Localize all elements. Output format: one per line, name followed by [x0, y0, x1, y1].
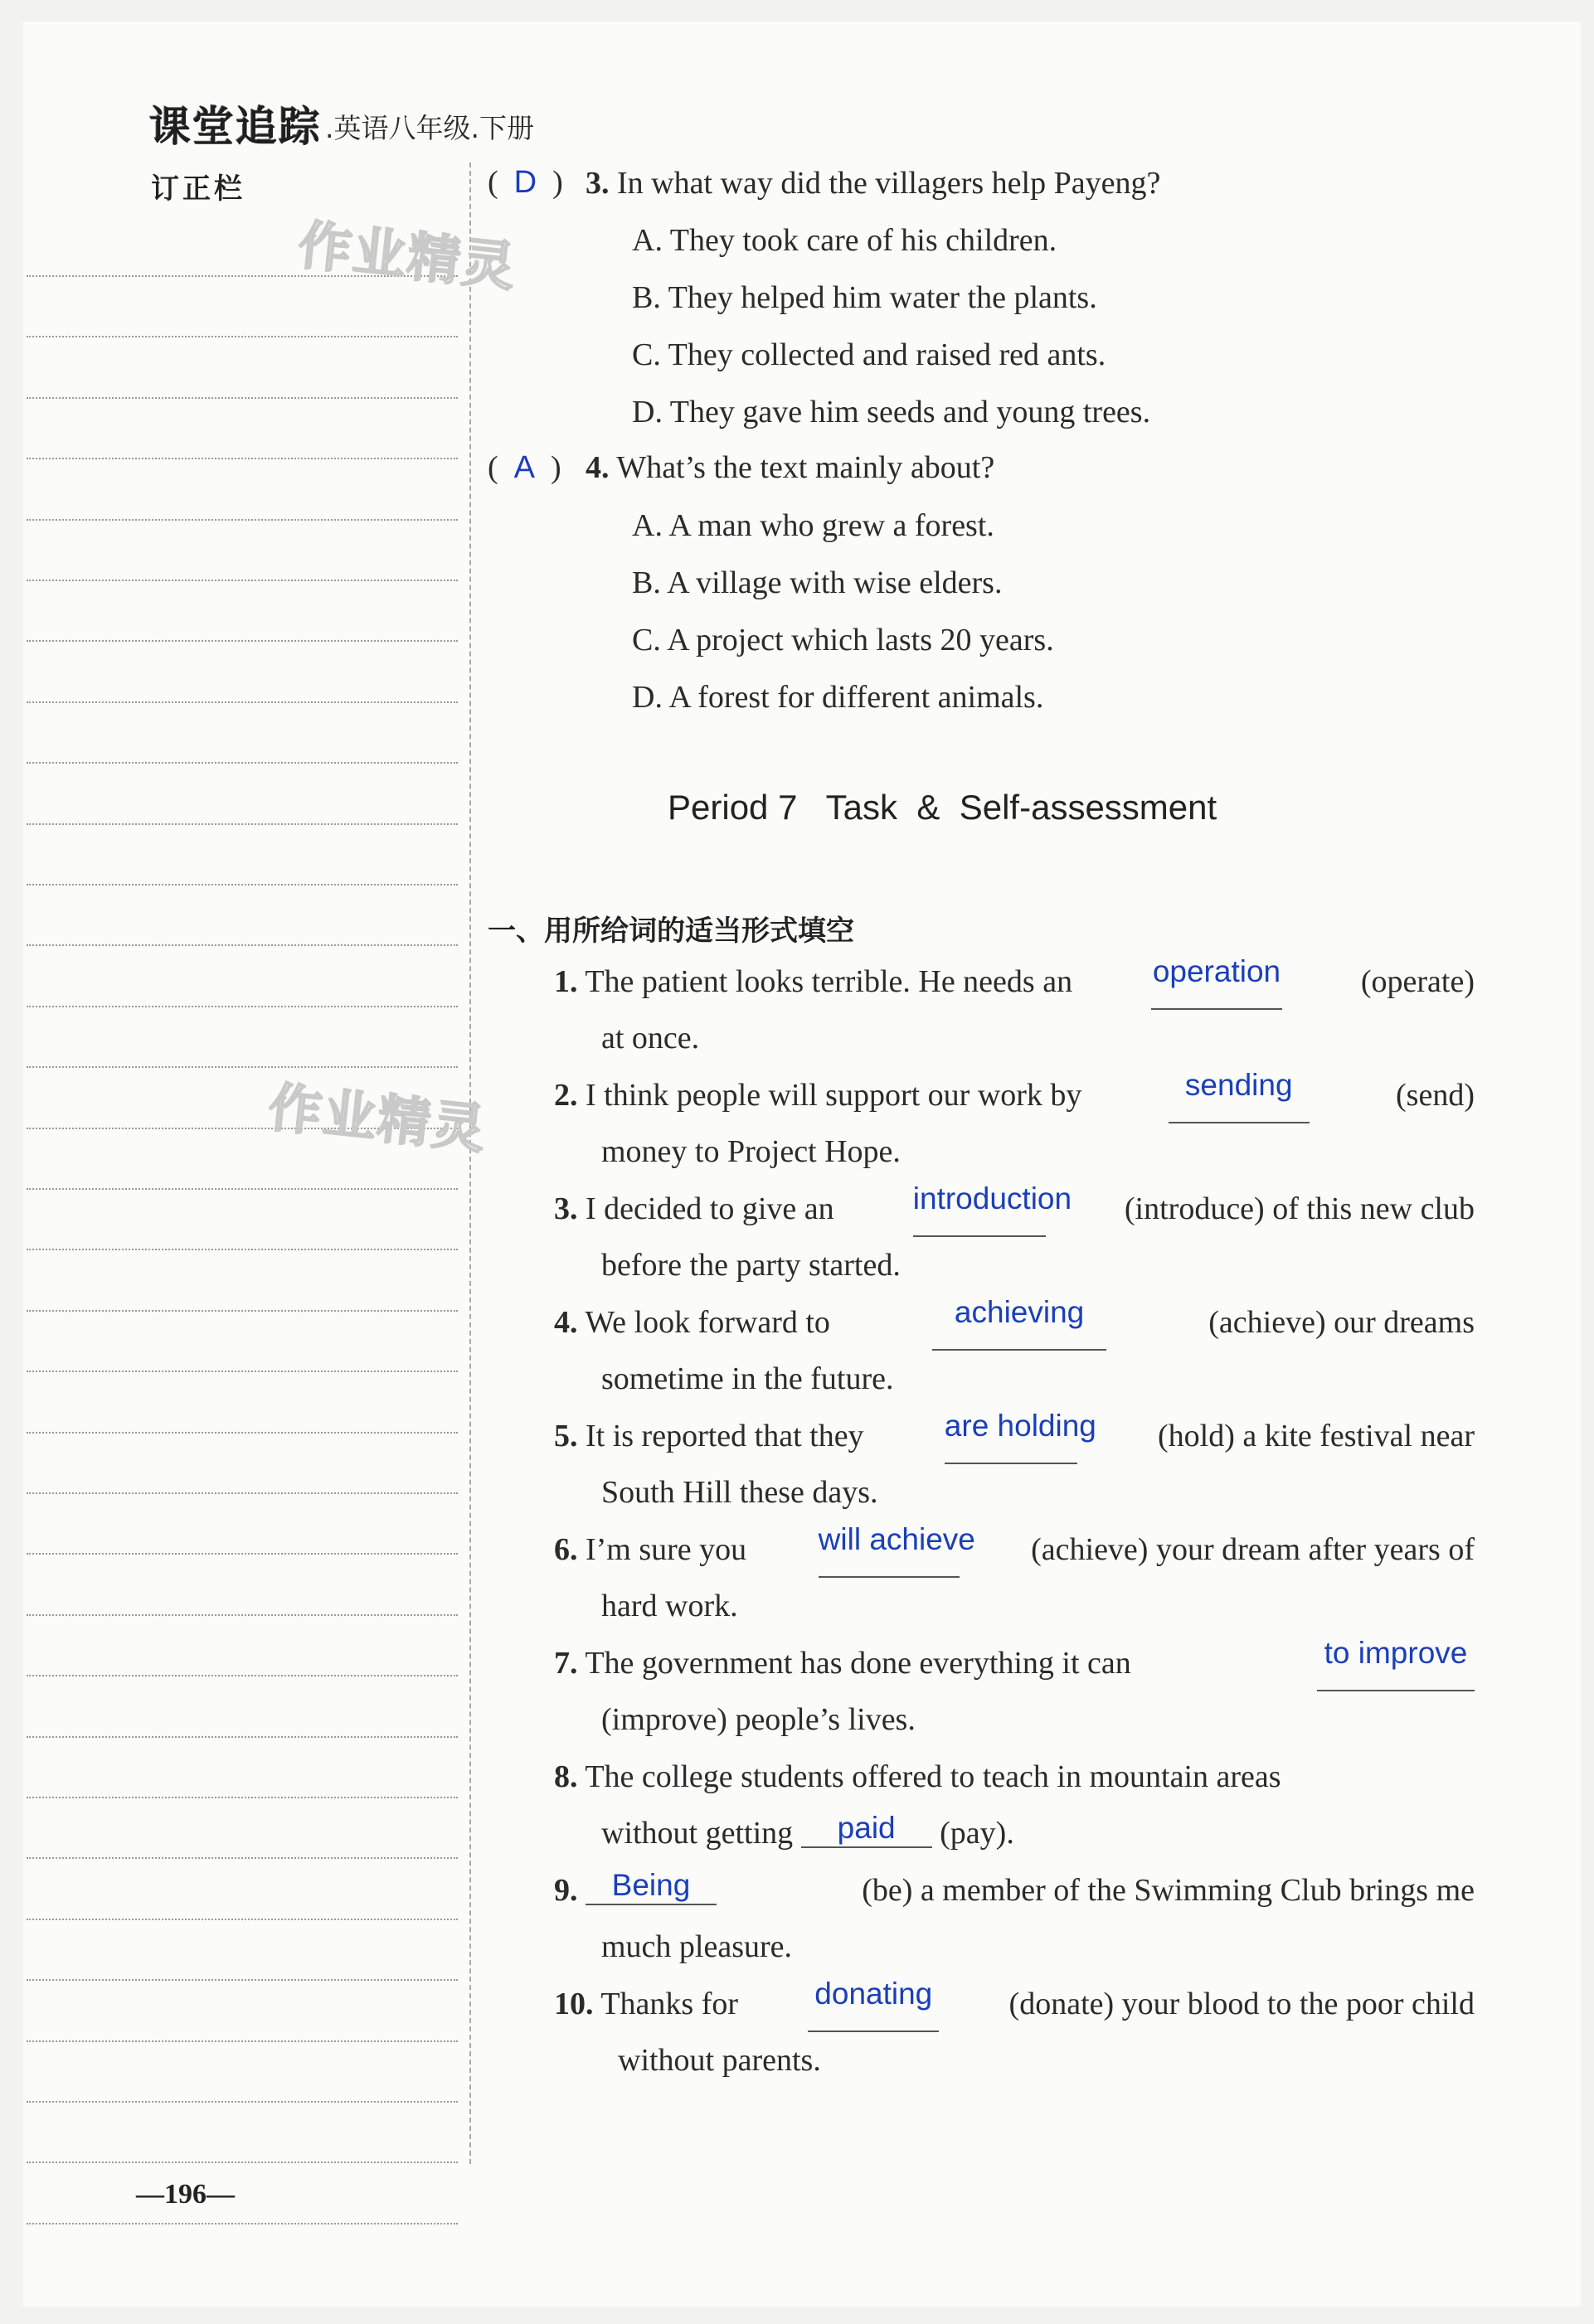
- item-continuation: without getting: [601, 1816, 794, 1851]
- answer-blank: introduction: [913, 1181, 1046, 1237]
- item-hint: (operate): [1360, 964, 1475, 999]
- ruled-line: [27, 580, 458, 581]
- watermark-top: 作业精灵: [295, 215, 520, 299]
- question-text-3: In what way did the villagers help Payeng?: [617, 166, 1161, 201]
- option-q3-b: B. They helped him water the plants.: [632, 280, 1097, 315]
- period-title: Period 7 Task & Self-assessment: [668, 788, 1217, 827]
- fill-item-7: [554, 1635, 1475, 1748]
- item-hint: (donate) your blood to the poor child: [1008, 1987, 1475, 2021]
- item-continuation: hard work.: [601, 1589, 738, 1623]
- item-number: 8.: [554, 1759, 578, 1794]
- ruled-line: [27, 1310, 458, 1312]
- item-continuation: South Hill these days.: [601, 1475, 878, 1510]
- option-q3-c: C. They collected and raised red ants.: [632, 337, 1106, 372]
- question-3: [586, 167, 1160, 199]
- item-continuation: much pleasure.: [601, 1929, 793, 1964]
- ruled-line: [27, 823, 458, 825]
- ruled-line: [27, 2161, 458, 2163]
- item-hint: (be) a member of the Swimming Club brings me: [862, 1873, 1475, 1908]
- ruled-line: [27, 2101, 458, 2103]
- ruled-line: [27, 1432, 458, 1434]
- ruled-line: [27, 1736, 458, 1738]
- choice-answer-q3: D: [513, 165, 537, 200]
- question-number-4: 4.: [586, 450, 610, 485]
- item-text: I think people will support our work by: [586, 1078, 1082, 1113]
- answer-blank: achieving: [932, 1294, 1106, 1351]
- fill-item-6: [554, 1521, 1475, 1634]
- item-continuation: before the party started.: [601, 1248, 901, 1283]
- item-number: 5.: [554, 1419, 578, 1453]
- question-number-3: 3.: [586, 166, 610, 201]
- correction-column-title: 订正栏: [151, 172, 245, 206]
- item-hint: (introduce) of this new club: [1124, 1191, 1475, 1226]
- fill-item-3: [554, 1181, 1475, 1293]
- series-logo: 课堂追踪: [149, 103, 322, 151]
- ruled-line: [27, 640, 458, 642]
- item-text: I’m sure you: [586, 1532, 747, 1567]
- item-hint: (send): [1396, 1078, 1475, 1113]
- option-q4-c: C. A project which lasts 20 years.: [632, 623, 1054, 657]
- ruled-line: [27, 336, 458, 337]
- ruled-line: [27, 884, 458, 885]
- item-continuation: (improve) people’s lives.: [601, 1702, 916, 1737]
- ruled-line: [27, 397, 458, 399]
- ruled-line: [27, 2223, 458, 2225]
- watermark-middle: 作业精灵: [265, 1077, 490, 1162]
- answer-blank: operation: [1151, 953, 1282, 1010]
- answer-bracket-q3: ( D ): [488, 165, 563, 200]
- page-number: —196—: [136, 2179, 235, 2210]
- fill-item-10: [554, 1976, 1475, 2089]
- item-text: We look forward to: [585, 1305, 830, 1340]
- fill-item-4: [554, 1294, 1475, 1407]
- item-number: 2.: [554, 1078, 578, 1113]
- ruled-line: [27, 1797, 458, 1798]
- ruled-line: [27, 762, 458, 764]
- option-q3-a: A. They took care of his children.: [632, 223, 1057, 258]
- item-hint: (achieve) our dreams: [1208, 1305, 1475, 1340]
- item-hint: (pay).: [940, 1816, 1014, 1851]
- answer-blank: will achieve: [819, 1521, 960, 1578]
- ruled-line: [27, 1006, 458, 1007]
- ruled-line: [27, 1979, 458, 1981]
- fill-item-2: [554, 1067, 1475, 1180]
- ruled-line: [27, 1188, 458, 1190]
- fill-item-1: [554, 953, 1475, 1066]
- answer-blank: paid: [801, 1810, 932, 1848]
- ruled-line: [27, 1919, 458, 1920]
- item-number: 10.: [554, 1987, 594, 2021]
- answer-bracket-q4: ( A ): [488, 450, 561, 485]
- ruled-line: [27, 1675, 458, 1676]
- item-text: The government has done everything it can: [585, 1646, 1131, 1681]
- ruled-line: [27, 458, 458, 459]
- option-q4-d: D. A forest for different animals.: [632, 680, 1044, 715]
- choice-answer-q4: A: [513, 450, 536, 485]
- answer-blank: donating: [808, 1976, 939, 2032]
- ruled-line: [27, 1857, 458, 1859]
- ruled-line: [27, 1371, 458, 1372]
- item-number: 7.: [554, 1646, 578, 1681]
- option-q4-a: A. A man who grew a forest.: [632, 508, 994, 543]
- ruled-line: [27, 519, 458, 521]
- fill-item-9: [554, 1862, 1475, 1975]
- answer-blank: Being: [586, 1867, 717, 1905]
- page-header: [149, 90, 534, 151]
- item-continuation: money to Project Hope.: [601, 1134, 901, 1169]
- ruled-line: [27, 701, 458, 703]
- item-continuation: at once.: [601, 1021, 700, 1055]
- answer-blank: to improve: [1317, 1635, 1475, 1691]
- ruled-line: [27, 944, 458, 946]
- ruled-line: [27, 1066, 458, 1068]
- item-text: The college students offered to teach in mountain areas: [585, 1759, 1281, 1794]
- fill-item-5: [554, 1408, 1475, 1521]
- fill-item-8: [554, 1749, 1475, 1861]
- ruled-line: [27, 1553, 458, 1555]
- item-hint: (hold) a kite festival near: [1158, 1419, 1475, 1453]
- item-text: The patient looks terrible. He needs an: [585, 964, 1073, 999]
- item-number: 6.: [554, 1532, 578, 1567]
- item-number: 1.: [554, 964, 578, 999]
- item-continuation: without parents.: [618, 2043, 821, 2078]
- item-text: I decided to give an: [586, 1191, 834, 1226]
- item-number: 3.: [554, 1191, 578, 1226]
- item-continuation: sometime in the future.: [601, 1361, 894, 1396]
- answer-blank: are holding: [945, 1408, 1077, 1464]
- item-number: 9.: [554, 1873, 578, 1908]
- option-q4-b: B. A village with wise elders.: [632, 565, 1003, 600]
- question-text-4: What’s the text mainly about?: [616, 450, 995, 485]
- item-number: 4.: [554, 1305, 578, 1340]
- item-hint: (achieve) your dream after years of: [1031, 1532, 1475, 1567]
- book-series-title: .英语八年级.下册: [325, 112, 534, 144]
- ruled-line: [27, 1249, 458, 1250]
- option-q3-d: D. They gave him seeds and young trees.: [632, 395, 1151, 429]
- item-text: It is reported that they: [586, 1419, 864, 1453]
- answer-blank: sending: [1169, 1067, 1310, 1123]
- ruled-line: [27, 1492, 458, 1494]
- column-divider: [469, 163, 471, 2164]
- section-heading: 一、用所给词的适当形式填空: [488, 915, 854, 948]
- ruled-line: [27, 2040, 458, 2042]
- item-text: Thanks for: [600, 1987, 739, 2021]
- question-4: [586, 452, 994, 483]
- ruled-line: [27, 1614, 458, 1616]
